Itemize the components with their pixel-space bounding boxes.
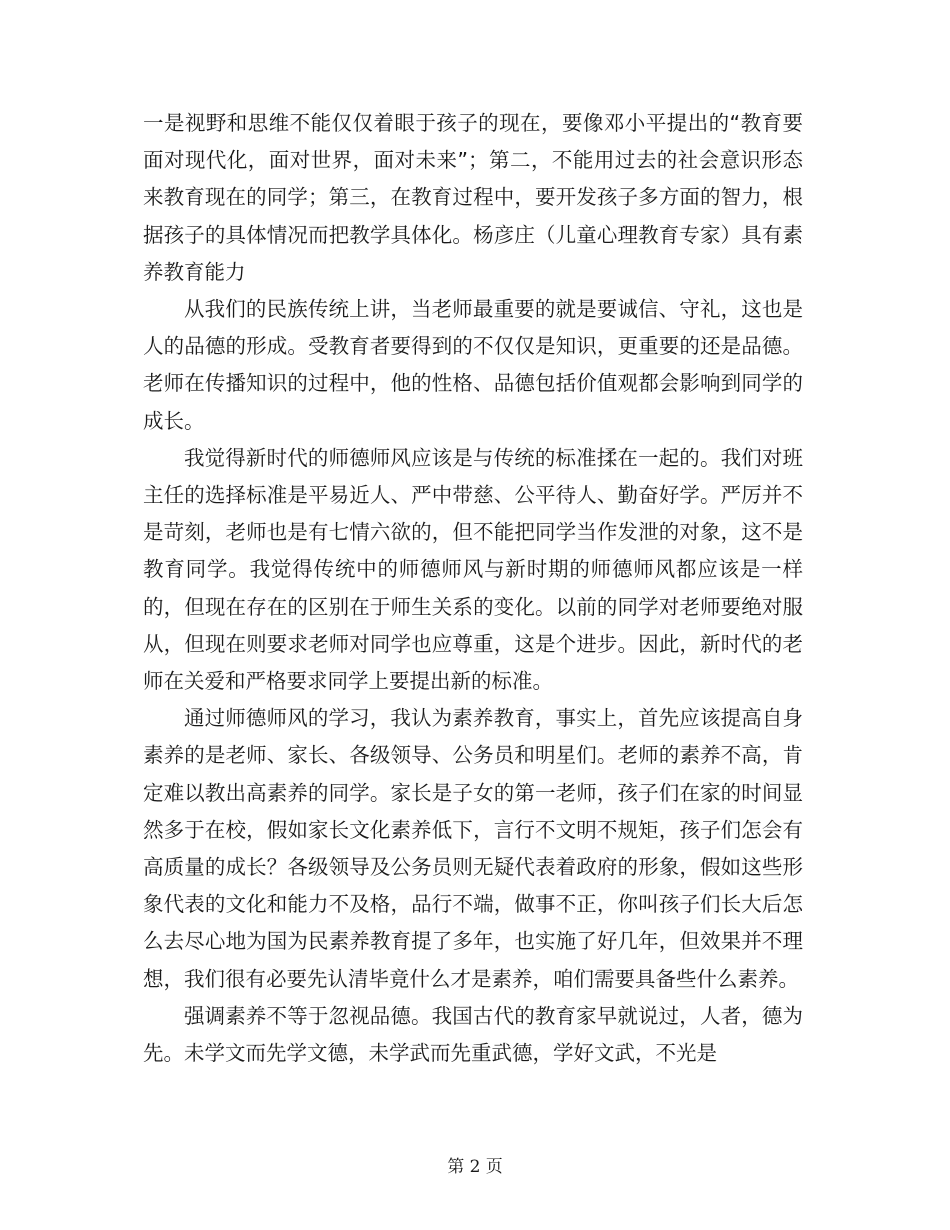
- paragraph-4: 通过师德师风的学习，我认为素养教育，事实上，首先应该提高自身素养的是老师、家长、各级领导、公务员和明星们。老师的素养不高，肯定难以教出高素养的同学。家长是子女的第一老师，孩子们在家的时间显然多于在校，假如家长文化素养低下，言行不文明不规矩，孩子们怎会有高质量的成长？各级领导及公务员则无疑代表着政府的形象，假如这些形象代表的文化和能力不及格，品行不端，做事不正，你叫孩子们长大后怎么去尽心地为国为民素养教育提了多年，也实施了好几年，但效果并不理想，我们很有必要先认清毕竟什么才是素养，咱们需要具备些什么素养。: [143, 706, 803, 991]
- paragraph-1: 一是视野和思维不能仅仅着眼于孩子的现在，要像邓小平提出的“教育要面对现代化，面对世界，面对未来”；第二，不能用过去的社会意识形态来教育现在的同学；第三，在教育过程中，要开发孩子多方面的智力，根据孩子的具体情况而把教学具体化。杨彦庄（儿童心理教育专家）具有素养教育能力: [143, 111, 803, 284]
- paragraph-2: 从我们的民族传统上讲，当老师最重要的就是要诚信、守礼，这也是人的品德的形成。受教育者要得到的不仅仅是知识，更重要的还是品德。老师在传播知识的过程中，他的性格、品德包括价值观都会影响到同学的成长。: [143, 297, 803, 433]
- page-number: 第 2 页: [447, 1157, 503, 1177]
- document-body: [143, 105, 803, 1072]
- paragraph-3: 我觉得新时代的师德师风应该是与传统的标准揉在一起的。我们对班主任的选择标准是平易近人、严中带慈、公平待人、勤奋好学。严厉并不是苛刻，老师也是有七情六欲的，但不能把同学当作发泄的对象，这不是教育同学。我觉得传统中的师德师风与新时期的师德师风都应该是一样的，但现在存在的区别在于师生关系的变化。以前的同学对老师要绝对服从，但现在则要求老师对同学也应尊重，这是个进步。因此，新时代的老师在关爱和严格要求同学上要提出新的标准。: [143, 445, 803, 694]
- paragraph-5: 强调素养不等于忽视品德。我国古代的教育家早就说过，人者，德为先。未学文而先学文德，未学武而先重武德，学好文武，不光是: [143, 1003, 803, 1066]
